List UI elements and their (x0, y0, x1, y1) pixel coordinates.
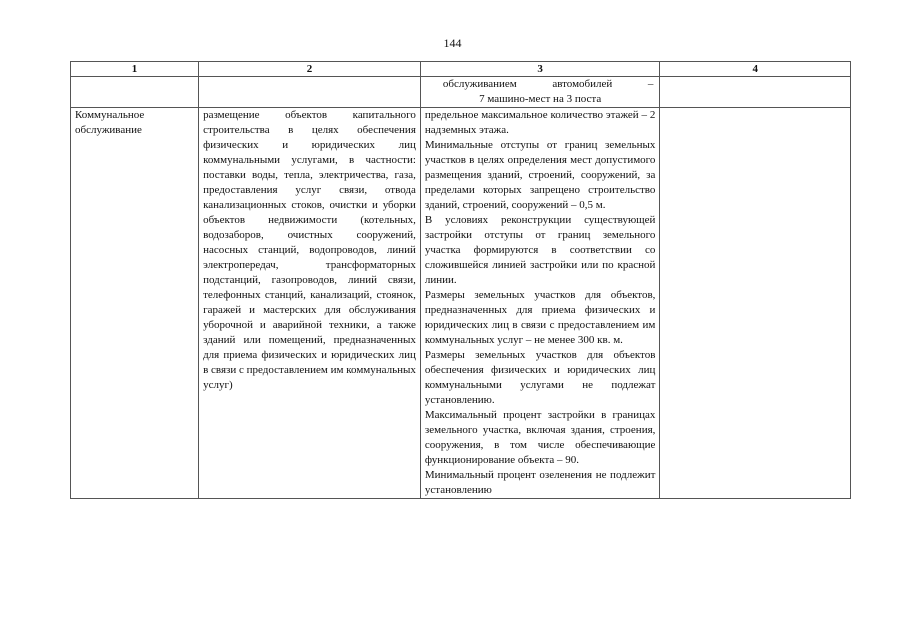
table-header-row (71, 62, 851, 77)
parameter-paragraph: Размеры земельных участков для объектов обеспечения физических и юридических лиц коммунальными услугами не подлежат установлению. (424, 349, 656, 406)
column-header-1: 1 (71, 62, 199, 77)
continuation-cell-3 (420, 77, 660, 108)
continuation-line: 7 машино-мест на 3 поста (479, 93, 602, 105)
table-row (71, 108, 851, 499)
notes-cell (660, 108, 851, 499)
parameter-paragraph: В условиях реконструкции существующей застройки отступы от границ земельного участка формируются в соответствии со сложившейся линией застройки или по красной линии. (424, 214, 656, 286)
parameter-paragraph: Минимальные отступы от границ земельных участков в целях определения мест допустимого размещения зданий, строений, сооружений, за пределами которых запрещено строительство зданий, строений, сооружений – 0,5 м. (424, 139, 656, 211)
description-text: размещение объектов капитального строительства в целях обеспечения физических и юридических лиц коммунальными услугами, в частности: поставки воды, тепла, электричества, газа, предоставления услуг связи, отвода канализационных стоков, очистки и уборки объектов недвижимости (котельных, водозаборов, очистных сооружений, насосных станций, водопроводов, линий электропередач, трансформаторных подстанций, газопроводов, линий связи, телефонных станций, канализаций, стоянок, гаражей и мастерских для обслуживания уборочной и аварийной техники, а также зданий или помещений, предназначенных для приема физических и юридических лиц в связи с предоставлением им коммунальных услуг) (203, 109, 416, 391)
continuation-cell-4 (660, 77, 851, 108)
page-number: 144 (443, 36, 462, 50)
continuation-line: обслуживанием автомобилей – (442, 78, 654, 90)
parameters-cell (420, 108, 660, 499)
parameter-paragraph: Максимальный процент застройки в границах земельного участка, включая здания, строения, сооружения, в том числе обеспечивающие функционирование объекта – 90. (424, 409, 656, 466)
parameter-paragraph: Минимальный процент озеленения не подлежит установлению (424, 469, 656, 496)
continuation-cell-2 (199, 77, 421, 108)
use-type-description (199, 108, 421, 499)
parameter-paragraph: предельное максимальное количество этажей – 2 надземных этажа. (424, 109, 656, 136)
use-type-text: Коммунальное обслуживание (75, 109, 145, 136)
parameter-paragraph: Размеры земельных участков для объектов, предназначенных для приема физических и юридических лиц в связи с предоставлением им коммунальных услуг – не менее 300 кв. м. (424, 289, 656, 346)
column-header-2: 2 (199, 62, 421, 77)
use-type-name (71, 108, 199, 499)
continuation-row (71, 77, 851, 108)
permitted-use-table (70, 61, 851, 499)
column-header-4: 4 (660, 62, 851, 77)
column-header-3: 3 (420, 62, 660, 77)
continuation-cell-1 (71, 77, 199, 108)
